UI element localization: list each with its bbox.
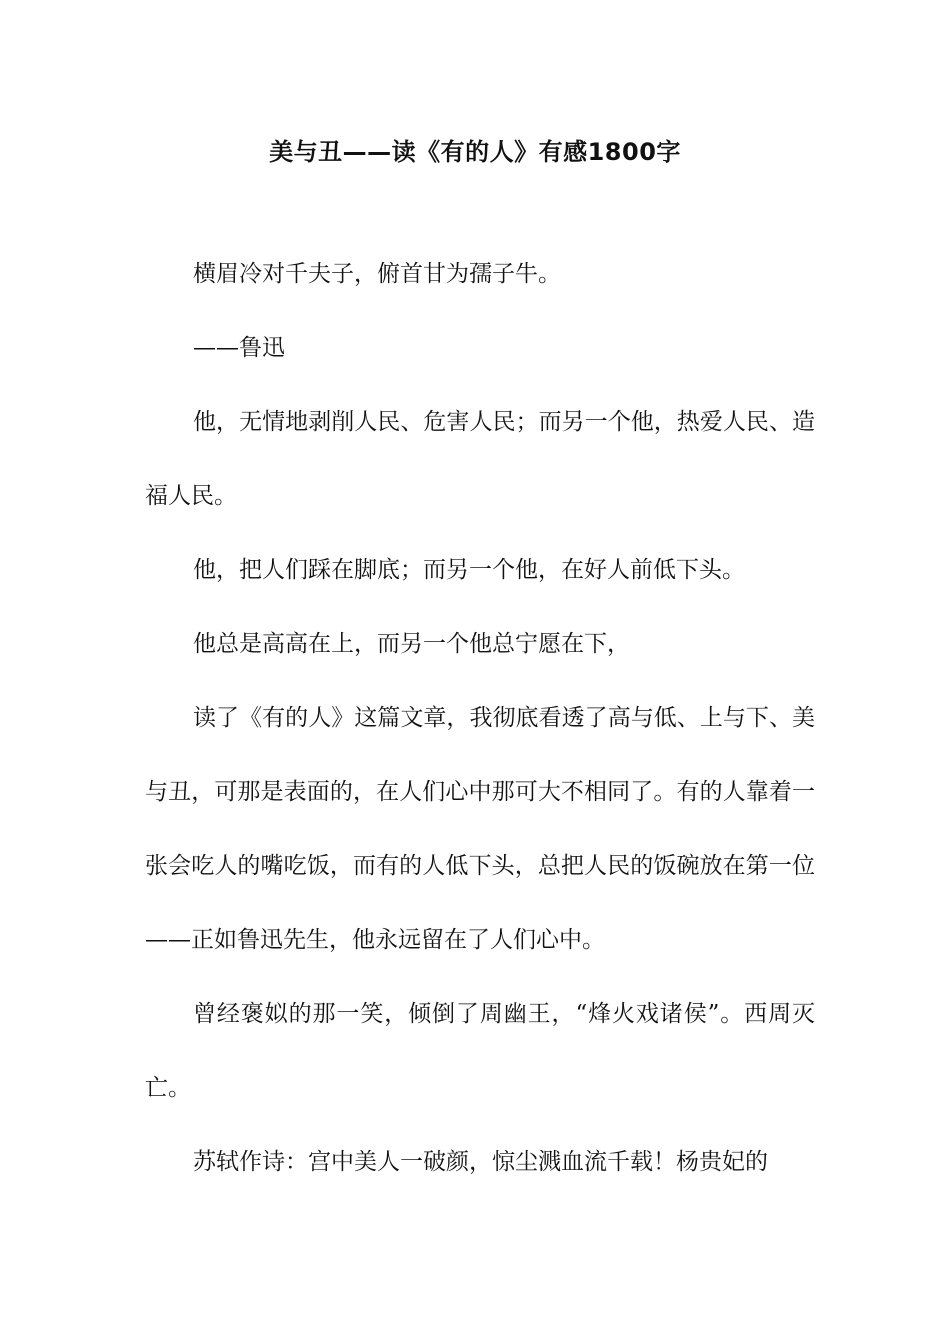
document-title: 美与丑——读《有的人》有感1800字 bbox=[269, 138, 681, 166]
paragraph-quote: 横眉冷对千夫子，俯首甘为孺子牛。 bbox=[193, 261, 561, 287]
paragraph-2: 他，把人们踩在脚底；而另一个他，在好人前低下头。 bbox=[193, 557, 745, 583]
paragraph-5: 曾经褒姒的那一笑，倾倒了周幽王，“烽火戏诸侯”。西周灭亡。 bbox=[145, 1001, 815, 1101]
paragraph-3: 他总是高高在上，而另一个他总宁愿在下， bbox=[193, 631, 630, 657]
paragraph-6: 苏轼作诗：宫中美人一破颜，惊尘溅血流千载！杨贵妃的 bbox=[193, 1149, 768, 1175]
paragraph-attribution: ——鲁迅 bbox=[193, 335, 285, 361]
paragraph-1: 他，无情地剥削人民、危害人民；而另一个他，热爱人民、造福人民。 bbox=[145, 409, 815, 509]
paragraph-4: 读了《有的人》这篇文章，我彻底看透了高与低、上与下、美与丑，可那是表面的，在人们心中那可大不相同了。有的人靠着一张会吃人的嘴吃饭，而有的人低下头，总把人民的饭碗放在第一位——正如鲁迅先生，他永远留在了人们心中。 bbox=[145, 705, 815, 953]
document-body bbox=[145, 254, 815, 1216]
